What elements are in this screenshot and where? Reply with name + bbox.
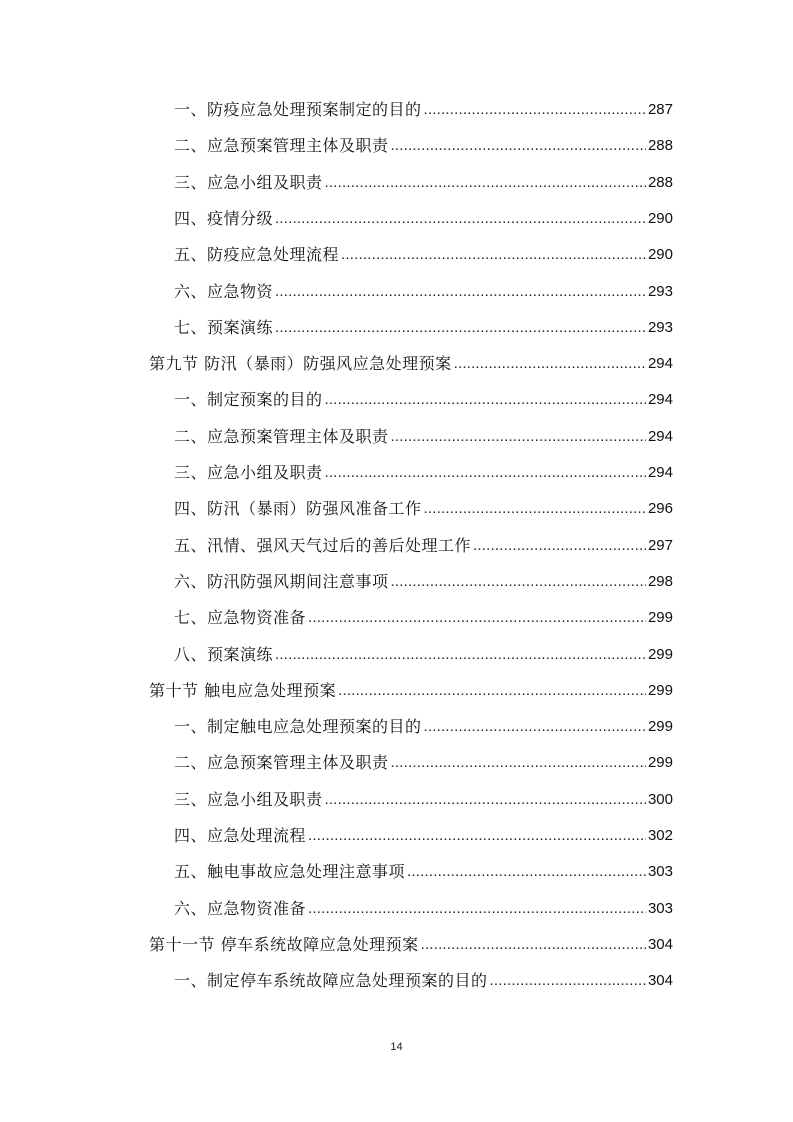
toc-entry-title: 三、应急小组及职责 [174,789,323,809]
toc-entry-page: 302 [647,827,673,844]
toc-entry-title: 二、应急预案管理主体及职责 [174,136,389,156]
toc-entry-page: 293 [647,282,673,300]
toc-entry-title: 五、触电事故应急处理注意事项 [174,862,406,882]
toc-entry-page: 288 [647,137,673,155]
toc-entry-title: 六、应急物资 [174,281,274,301]
toc-dot-leader [325,173,646,193]
toc-dot-leader [424,717,646,737]
toc-entry-page: 299 [647,609,673,627]
toc-entry[interactable] [174,308,673,338]
toc-entry-page: 294 [647,391,673,409]
toc-entry-title: 第十一节 停车系统故障应急处理预案 [149,934,419,954]
toc-entry-title: 三、应急小组及职责 [174,463,323,482]
toc-entry-page: 303 [647,899,673,917]
toc-section-entry[interactable] [149,344,673,374]
toc-section-entry[interactable] [149,671,673,701]
toc-entry[interactable] [174,417,673,447]
toc-entry[interactable] [174,199,673,229]
toc-entry-page: 296 [647,500,673,518]
toc-dot-leader [275,645,646,665]
toc-dot-leader [341,245,646,265]
toc-entry-title: 二、应急预案管理主体及职责 [174,426,389,446]
toc-entry[interactable] [174,852,673,882]
toc-dot-leader [490,971,646,991]
toc-entry[interactable] [174,889,673,919]
toc-dot-leader [275,282,646,302]
toc-dot-leader [391,572,646,592]
toc-entry-page: 300 [647,790,673,808]
toc-entry-page: 290 [647,209,673,227]
toc-entry-title: 七、预案演练 [174,317,274,337]
page-number: 14 [390,1041,403,1053]
toc-dot-leader [424,499,646,519]
toc-entry-title: 五、防疫应急处理流程 [174,245,340,265]
toc-dot-leader [308,826,646,846]
toc-entry-title: 七、应急物资准备 [174,608,307,628]
toc-entry[interactable] [174,961,673,991]
toc-entry-title: 一、制定停车系统故障应急处理预案的目的 [174,971,488,991]
toc-entry-page: 290 [647,246,673,264]
toc-entry-title: 一、防疫应急处理预案制定的目的 [174,100,422,119]
toc-entry-title: 四、应急处理流程 [174,826,307,845]
toc-entry-page: 294 [647,427,673,445]
toc-entry[interactable] [174,235,673,265]
toc-entry-page: 293 [647,318,673,336]
toc-entry[interactable] [174,780,673,810]
toc-dot-leader [407,862,646,882]
toc-entry-page: 304 [647,935,673,953]
toc-dot-leader [473,536,646,556]
toc-entry-title: 四、疫情分级 [174,208,274,228]
toc-entry-page: 299 [647,681,673,699]
toc-dot-leader [391,753,646,773]
toc-entry-title: 八、预案演练 [174,644,274,664]
toc-entry[interactable] [174,707,673,737]
toc-entry[interactable] [174,272,673,302]
toc-entry-page: 299 [647,645,673,663]
toc-entry-page: 294 [647,355,673,373]
toc-entry[interactable] [174,380,673,410]
toc-entry[interactable] [174,598,673,628]
toc-entry[interactable] [174,126,673,156]
toc-entry[interactable] [174,635,673,665]
toc-entry-title: 一、制定预案的目的 [174,390,323,410]
toc-entry-title: 一、制定触电应急处理预案的目的 [174,717,422,737]
toc-entry-title: 第十节 触电应急处理预案 [149,680,337,700]
toc-dot-leader [338,681,646,701]
toc-dot-leader [421,935,646,955]
toc-dot-leader [325,390,646,410]
toc-dot-leader [325,463,646,483]
toc-dot-leader [391,136,646,156]
toc-entry-page: 298 [647,572,673,590]
toc-entry-title: 六、应急物资准备 [174,898,307,918]
toc-entry-page: 299 [647,718,673,736]
toc-entry-page: 297 [647,536,673,554]
toc-entry[interactable] [174,816,673,846]
toc-dot-leader [275,318,646,338]
toc-entry-page: 299 [647,754,673,772]
toc-dot-leader [424,100,646,120]
toc-entry-title: 五、汛情、强风天气过后的善后处理工作 [174,535,472,555]
toc-dot-leader [391,427,646,447]
toc-entry[interactable] [174,453,673,483]
toc-entry[interactable] [174,90,673,120]
toc-dot-leader [308,608,646,628]
toc-entry[interactable] [174,163,673,193]
toc-dot-leader [454,354,646,374]
toc-entry-title: 二、应急预案管理主体及职责 [174,753,389,773]
toc-dot-leader [325,790,646,810]
toc-entry[interactable] [174,489,673,519]
toc-entry-title: 六、防汛防强风期间注意事项 [174,571,389,591]
toc-section-entry[interactable] [149,925,673,955]
toc-entry[interactable] [174,526,673,556]
toc-dot-leader [275,209,646,229]
toc-entry-title: 四、防汛（暴雨）防强风准备工作 [174,499,422,519]
toc-entry-title: 三、应急小组及职责 [174,172,323,192]
toc-entry-page: 303 [647,863,673,881]
toc-entry-page: 288 [647,173,673,191]
toc-entry[interactable] [174,743,673,773]
toc-dot-leader [308,899,646,919]
toc-entry[interactable] [174,562,673,592]
toc-entry-title: 第九节 防汛（暴雨）防强风应急处理预案 [149,354,452,374]
toc-entry-page: 304 [647,972,673,990]
toc-entry-page: 294 [647,464,673,481]
toc-entry-page: 287 [647,101,673,118]
